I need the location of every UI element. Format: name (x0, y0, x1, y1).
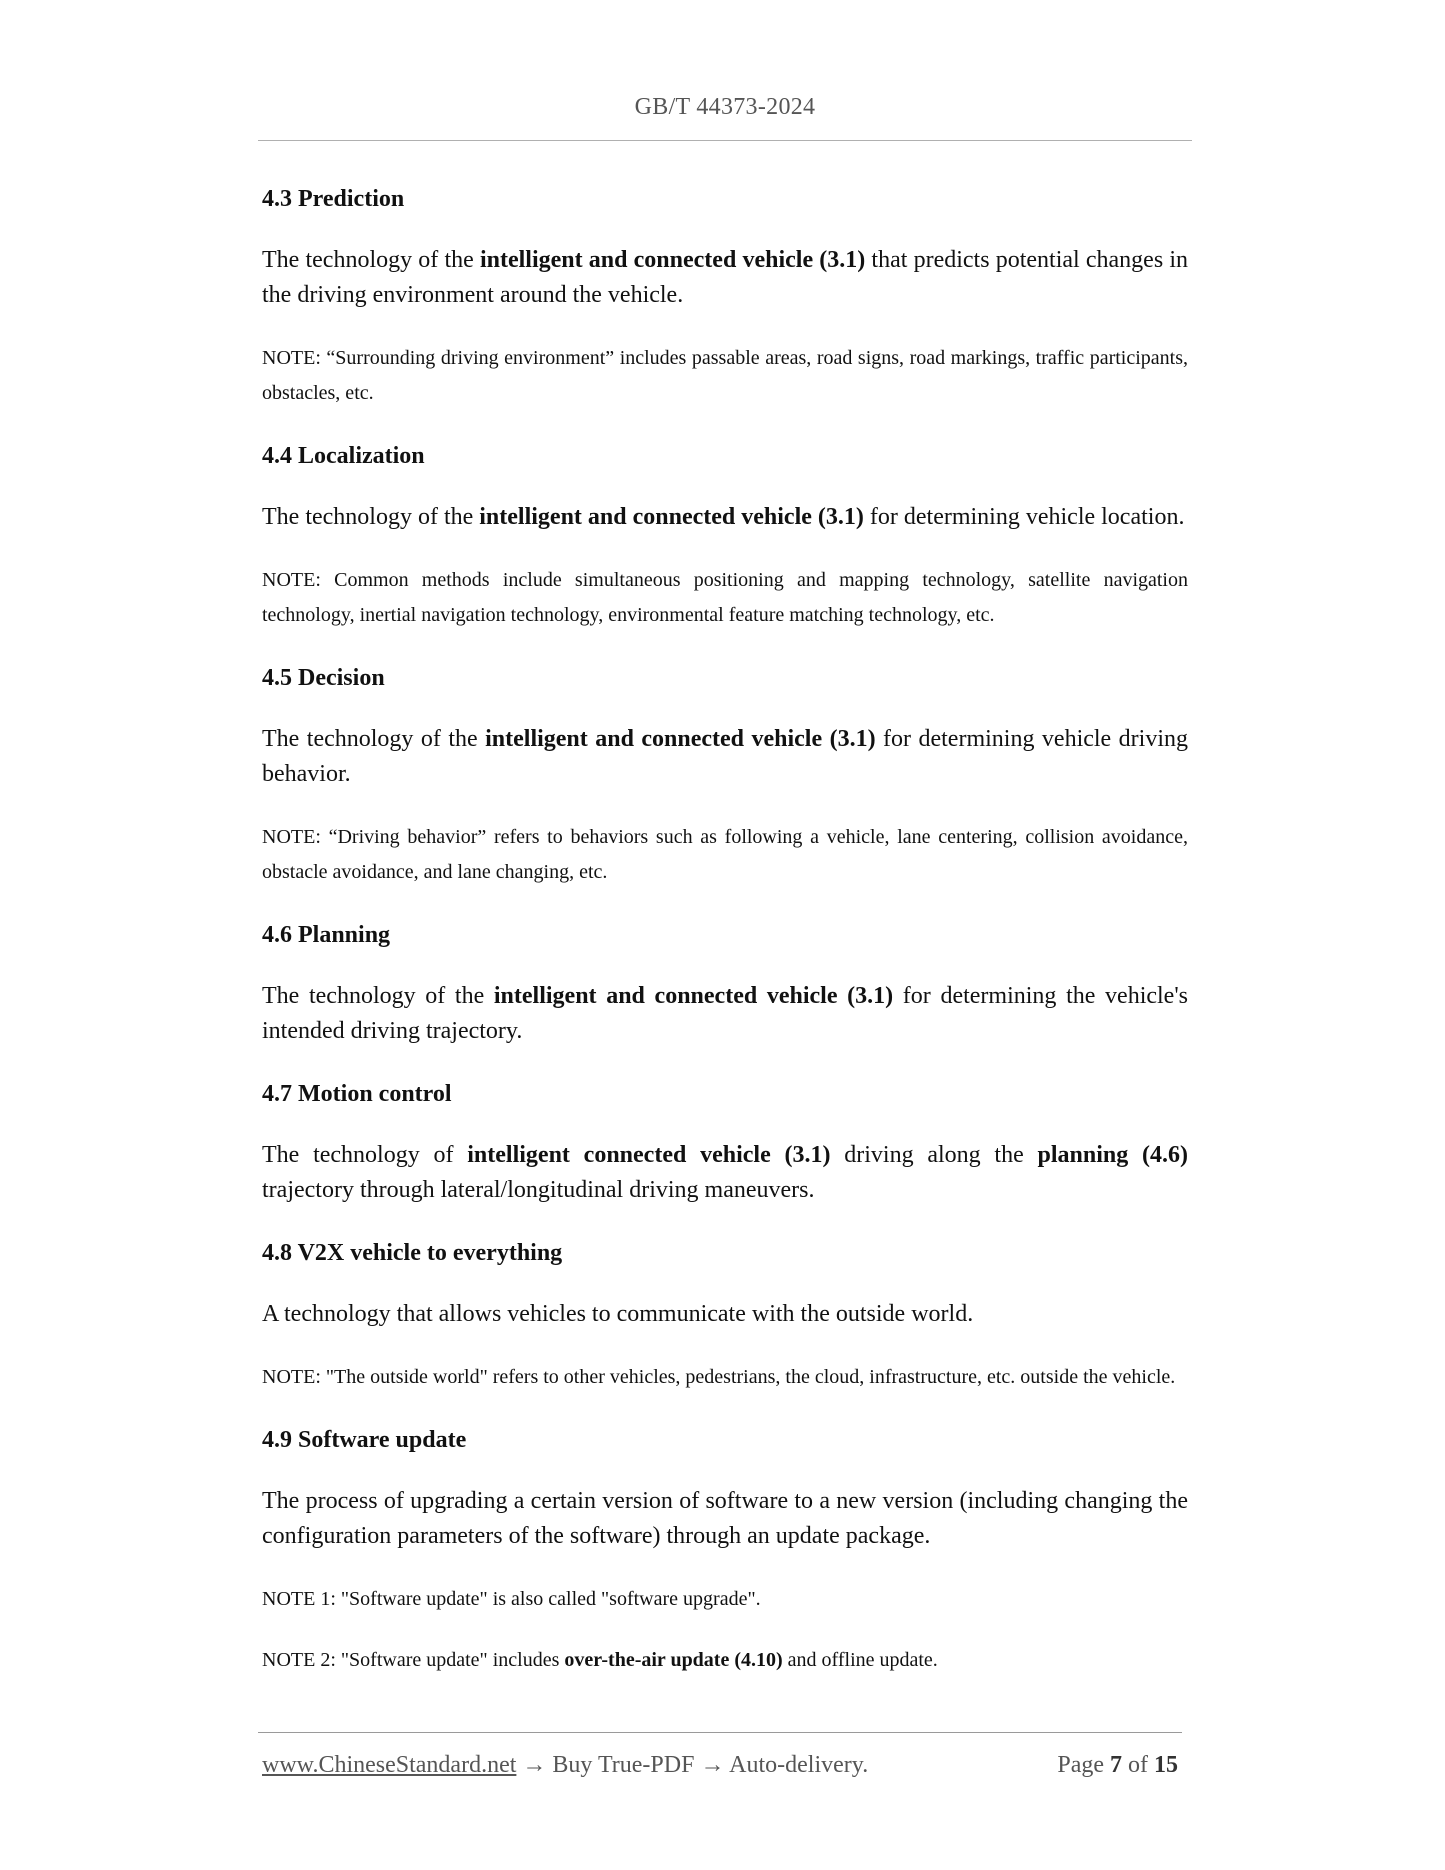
arrow-icon: → (694, 1752, 730, 1778)
paragraph-text: for determining the vehicle's intended driving trajectory. (262, 983, 1188, 1044)
term-reference: intelligent and connected vehicle (3.1) (479, 504, 864, 530)
section-heading-prediction: 4.3 Prediction (262, 186, 405, 212)
note-text: NOTE 2: "Software update" includes (262, 1649, 565, 1671)
paragraph-text: for determining vehicle location. (863, 504, 1185, 530)
term-reference: intelligent and connected vehicle (3.1) (485, 726, 876, 752)
of-label: of (1122, 1752, 1154, 1778)
section-paragraph-decision (262, 722, 1188, 792)
term-reference: intelligent connected vehicle (3.1) (467, 1142, 831, 1168)
paragraph-text: The technology of the (262, 983, 494, 1009)
document-header: GB/T 44373-2024 (634, 94, 816, 120)
page-label: Page (1057, 1752, 1110, 1778)
header-divider (258, 140, 1192, 141)
document-body (262, 182, 1188, 1678)
note-text: and offline update. (782, 1649, 938, 1671)
section-note-localization: NOTE: Common methods include simultaneous positioning and mapping technology, satellite navigation technology, inertial navigation technology, environmental feature matching technology, etc. (262, 569, 1188, 626)
section-heading-decision: 4.5 Decision (262, 665, 385, 691)
buy-pdf-text: Buy True-PDF (552, 1752, 695, 1778)
paragraph-text: trajectory through lateral/longitudinal driving maneuvers. (262, 1177, 815, 1203)
term-reference: intelligent and connected vehicle (3.1) (493, 983, 894, 1009)
section-heading-localization: 4.4 Localization (262, 443, 425, 469)
section-note-prediction: NOTE: “Surrounding driving environment” includes passable areas, road signs, road markings, traffic participants, obstacles, etc. (262, 347, 1188, 404)
paragraph-text: The technology of the (262, 247, 480, 273)
section-paragraph-prediction (262, 243, 1188, 313)
arrow-icon: → (516, 1752, 553, 1778)
term-reference: planning (4.6) (1037, 1142, 1188, 1168)
page-total: 15 (1154, 1752, 1178, 1778)
section-note-1-software-update: NOTE 1: "Software update" is also called "software upgrade". (262, 1588, 761, 1610)
section-note-decision: NOTE: “Driving behavior” refers to behaviors such as following a vehicle, lane centering, collision avoidance, obstacle avoidance, and lane changing, etc. (262, 826, 1188, 883)
website-link[interactable]: www.ChineseStandard.net (262, 1752, 517, 1778)
section-heading-motion-control: 4.7 Motion control (262, 1081, 452, 1107)
section-heading-software-update: 4.9 Software update (262, 1427, 467, 1453)
paragraph-text: The technology of the (262, 726, 486, 752)
footer-divider (258, 1732, 1182, 1733)
section-heading-planning: 4.6 Planning (262, 922, 391, 948)
page-indicator (1057, 1752, 1178, 1779)
paragraph-text: driving along the (830, 1142, 1038, 1168)
page-number: 7 (1110, 1752, 1122, 1778)
term-reference: over-the-air update (4.10) (564, 1649, 783, 1671)
paragraph-text: for determining vehicle driving behavior. (262, 726, 1188, 787)
term-reference: intelligent and connected vehicle (3.1) (479, 247, 866, 273)
paragraph-text: The technology of the (262, 504, 480, 530)
section-note-v2x: NOTE: "The outside world" refers to other vehicles, pedestrians, the cloud, infrastructure, etc. outside the vehicle. (262, 1366, 1176, 1388)
section-paragraph-motion-control (262, 1138, 1188, 1208)
auto-delivery-text: Auto-delivery. (729, 1752, 869, 1778)
paragraph-text: The technology of (262, 1142, 468, 1168)
section-note-2-software-update (262, 1643, 1188, 1678)
section-paragraph-localization (262, 500, 1188, 535)
section-paragraph-software-update: The process of upgrading a certain version of software to a new version (including changing the configuration parameters of the software) through an update package. (262, 1488, 1188, 1549)
section-heading-v2x: 4.8 V2X vehicle to everything (262, 1240, 563, 1266)
footer-promo (262, 1752, 868, 1779)
section-paragraph-v2x: A technology that allows vehicles to communicate with the outside world. (262, 1301, 974, 1327)
paragraph-text: that predicts potential changes in the driving environment around the vehicle. (262, 247, 1189, 308)
section-paragraph-planning (262, 979, 1188, 1049)
